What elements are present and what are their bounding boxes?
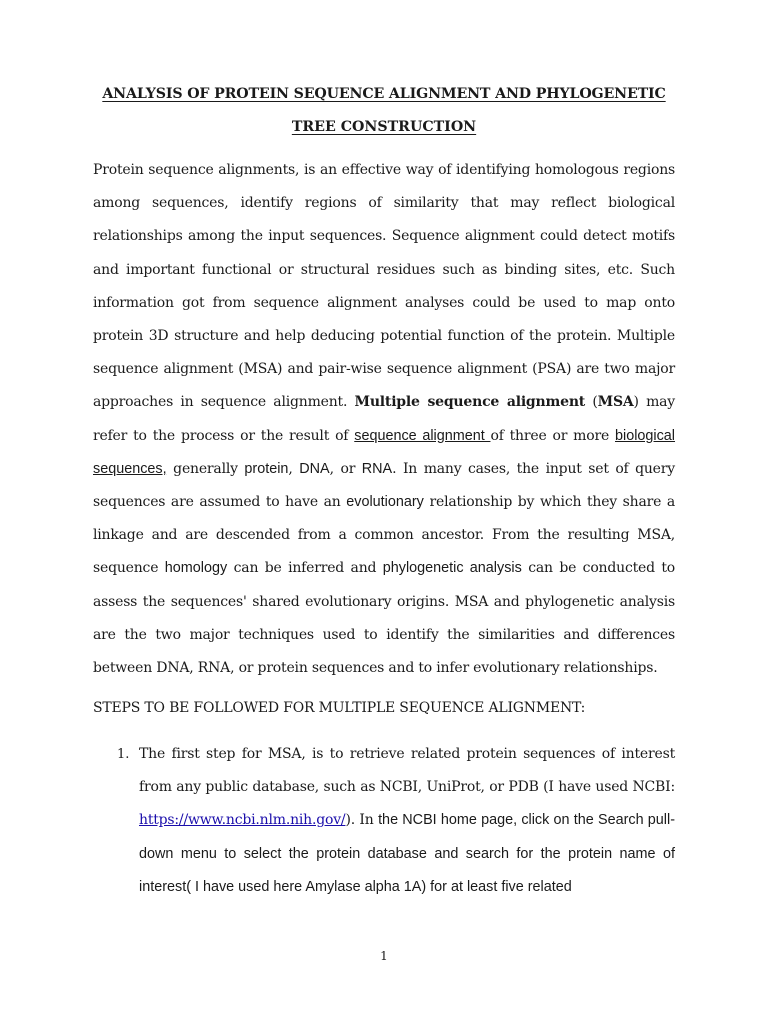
text-run: , — [288, 460, 300, 477]
text-run: Protein sequence alignments, is an effective way of identifying homologous regions among sequences, identify regions of similarity that may reflect biological relationships among the input sequences. Sequence alignment could detect motifs and important functional or structural residues such as binding sites, etc. Such information got from sequence alignment analyses could be used to map onto protein 3D structure and help deducing potential function of the protein. Multiple sequence alignment (MSA) and pair-wise sequence alignment (PSA) are two major approaches in sequence alignment. — [93, 162, 675, 411]
step-number: 1. — [117, 747, 130, 762]
dna-link[interactable]: DNA — [299, 460, 330, 477]
msa-term: Multiple sequence alignment — [354, 394, 586, 411]
page-number: 1 — [380, 949, 388, 963]
biological-sequences-link[interactable]: biological sequences, — [93, 427, 676, 477]
document-title-line-2: TREE CONSTRUCTION — [291, 119, 477, 135]
steps-heading: STEPS TO BE FOLLOWED FOR MULTIPLE SEQUENCE ALIGNMENT: — [93, 700, 586, 716]
text-run: the NCBI home page, click on the Search pull-down menu to select the protein database and search for the protein name of interest( I have used here Amylase alpha 1A) for at least five related — [139, 812, 675, 895]
text-run: ( — [585, 394, 598, 411]
text-run: ) may refer to the process or the result of — [93, 394, 675, 444]
step-text — [139, 738, 675, 904]
protein-link[interactable]: protein — [244, 460, 289, 477]
sequence-alignment-link[interactable]: sequence alignment — [354, 427, 491, 444]
phylogenetic-analysis-link[interactable]: phylogenetic analysis — [382, 560, 522, 577]
text-run: . In many cases, the input set of query sequences are assumed to have an — [93, 460, 675, 511]
text-run: The first step for MSA, is to retrieve related protein sequences of interest from any public database, such as NCBI, UniProt, or PDB (I have used NCBI: — [139, 746, 675, 796]
text-run: can be conducted to assess the sequences' shared evolutionary origins. MSA and phylogenetic analysis are the two major techniques used to identify the similarities and differences between DNA, RNA, or protein sequences and to infer evolutionary relationships. — [93, 560, 675, 677]
document-title-line-1: ANALYSIS OF PROTEIN SEQUENCE ALIGNMENT AND PHYLOGENETIC — [102, 86, 666, 102]
msa-abbreviation: MSA — [597, 394, 634, 411]
text-run: can be inferred and — [227, 560, 383, 577]
intro-paragraph — [93, 154, 675, 685]
text-run: of three or more — [490, 427, 615, 444]
homology-link[interactable]: homology — [164, 560, 228, 577]
text-run: generally — [166, 460, 245, 477]
text-run: , or — [329, 460, 362, 477]
text-run: ). In — [345, 812, 379, 829]
ncbi-url-link[interactable]: https://www.ncbi.nlm.nih.gov/ — [139, 812, 346, 829]
rna-link[interactable]: RNA — [361, 460, 393, 477]
evolutionary-link[interactable]: evolutionary — [346, 494, 424, 511]
text-run: relationship by which they share a linkage and are descended from a common ancestor. From the resulting MSA, sequence — [93, 494, 675, 577]
